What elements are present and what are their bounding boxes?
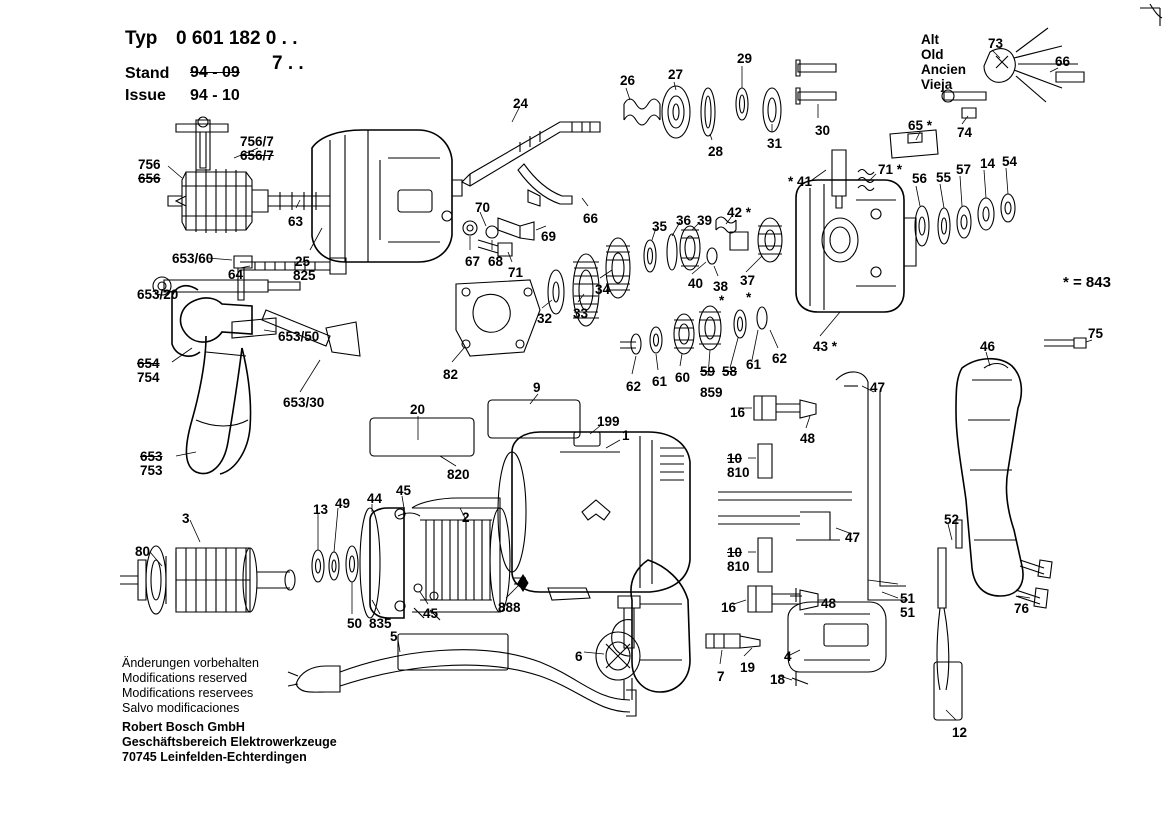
gear-housing: [312, 130, 462, 262]
part-callout: 6: [575, 649, 583, 664]
part-callout: 42 *: [727, 205, 752, 220]
part-callout: 56: [912, 171, 928, 186]
parts-37-42: [707, 217, 782, 264]
part-callout: 13: [313, 502, 329, 517]
part-callout: 753: [140, 463, 163, 478]
part-callout: 38: [713, 279, 729, 294]
part-callout: 63: [288, 214, 304, 229]
spindle-24: [462, 122, 600, 186]
part-callout: 653/50: [278, 329, 320, 344]
part-callout: 10: [727, 451, 743, 466]
switch-6: [596, 596, 640, 700]
part-callout: 27: [668, 67, 684, 82]
small-parts-row: [620, 306, 767, 354]
part-callout: 62: [626, 379, 642, 394]
part-callout: 39: [697, 213, 713, 228]
part-callout: 64: [228, 267, 244, 282]
part-callout: 654: [137, 356, 160, 371]
part-callout: 656: [138, 171, 161, 186]
part-callout: 14: [980, 156, 996, 171]
part-callout: 61: [652, 374, 668, 389]
part-callout: 74: [957, 125, 973, 140]
part-callout: 80: [135, 544, 151, 559]
part-callout: 835: [369, 616, 392, 631]
part-callout: 50: [347, 616, 363, 631]
part-callout: 75: [1088, 326, 1104, 341]
part-callout: 73: [988, 36, 1004, 51]
part-callout: 199: [597, 414, 620, 429]
parts-26-31: [624, 60, 836, 138]
footer-company-0: Robert Bosch GmbH: [122, 720, 245, 734]
part-callout: 49: [335, 496, 351, 511]
star-note: * = 843: [1063, 274, 1111, 291]
part-callout: 810: [727, 465, 750, 480]
part-callout: * 41: [788, 174, 813, 189]
part-callout: 43 *: [813, 339, 838, 354]
issue-value: 94 - 10: [190, 87, 240, 104]
part-callout: 31: [767, 136, 783, 151]
washers-13-50: [312, 546, 358, 582]
legend-ancien: Ancien: [921, 62, 967, 77]
handle-shell-46: [956, 338, 1086, 608]
part-callout: 68: [488, 254, 504, 269]
part-callout: 16: [721, 600, 737, 615]
part-callout: 653/60: [172, 251, 214, 266]
part-callout: 26: [620, 73, 636, 88]
part-callout: 36: [676, 213, 692, 228]
footer-company-1: Geschäftsbereich Elektrowerkzeuge: [122, 735, 337, 749]
part-callout: 756/7: [240, 134, 274, 149]
part-callout: 61: [746, 357, 762, 372]
footer-line-0: Änderungen vorbehalten: [122, 656, 259, 670]
stand-label: Stand: [125, 65, 170, 82]
part-callout: 34: [595, 282, 611, 297]
leader-lines: [150, 50, 1092, 720]
part-callout: 45: [396, 483, 412, 498]
part-callout: 16: [730, 405, 746, 420]
part-callout: 820: [447, 467, 470, 482]
part-callout: 47: [870, 380, 886, 395]
part-callout: 51: [900, 605, 916, 620]
part-callout: 7: [717, 669, 725, 684]
part-callout: 2: [462, 510, 470, 525]
part-callout: 18: [770, 672, 786, 687]
part-callout: 54: [1002, 154, 1018, 169]
part-callout: 5: [390, 629, 398, 644]
typ-label: Typ: [125, 28, 158, 49]
part-callout: 10: [727, 545, 743, 560]
part-callout: 52: [944, 512, 960, 527]
legend-old: Old: [921, 47, 944, 62]
part-callout: 1: [622, 428, 630, 443]
part-callout: 66: [583, 211, 599, 226]
part-callout: 48: [821, 596, 837, 611]
part-callout: 60: [675, 370, 691, 385]
part-callout: 40: [688, 276, 704, 291]
part-callout: 29: [737, 51, 753, 66]
brush-assemblies: [748, 396, 818, 612]
issue-label: Issue: [125, 87, 166, 104]
power-cable: [288, 650, 636, 716]
part-callout: 51: [900, 591, 916, 606]
part-callout: 12: [952, 725, 968, 740]
part-callout: 71 *: [878, 162, 903, 177]
part-callout: 44: [367, 491, 383, 506]
part-callout: 4: [784, 649, 792, 664]
part-callout: 82: [443, 367, 459, 382]
side-handle: [153, 256, 360, 474]
part-callout: 888: [498, 600, 521, 615]
part-callout: 55: [936, 170, 952, 185]
part-callout: *: [746, 290, 752, 305]
part-callout: *: [719, 293, 725, 308]
part-callout: 19: [740, 660, 756, 675]
part-callout: 46: [980, 339, 996, 354]
part-callout: 30: [815, 123, 831, 138]
part-callout: 3: [182, 511, 190, 526]
part-callout: 24: [513, 96, 529, 111]
part-callout: 653/20: [137, 287, 179, 302]
part-callout: 9: [533, 380, 541, 395]
part-callout: 59: [700, 364, 716, 379]
part-callout: 37: [740, 273, 756, 288]
part-callout: 57: [956, 162, 972, 177]
part-callout: 48: [800, 431, 816, 446]
part-callout: 76: [1014, 601, 1030, 616]
part-callout: 70: [475, 200, 491, 215]
typ-value-2: 7 . .: [272, 53, 304, 74]
part-callout: 62: [772, 351, 788, 366]
part-callout: 45: [423, 606, 439, 621]
part-callout: 810: [727, 559, 750, 574]
field-stator: [360, 498, 510, 620]
part-callout: 71: [508, 265, 524, 280]
footer-line-3: Salvo modificaciones: [122, 701, 240, 715]
part-callout: 25: [295, 254, 311, 269]
footer-line-2: Modifications reservees: [122, 686, 254, 700]
part-callout: 20: [410, 402, 426, 417]
part-callout: 859: [700, 385, 723, 400]
plate-82: [456, 280, 540, 356]
part-callout: 653/30: [283, 395, 325, 410]
legend-alt: Alt: [921, 32, 939, 47]
legend-vieja: Vieja: [921, 77, 953, 92]
stand-value-old: 94 - 09: [190, 64, 240, 81]
part-callout: 65 *: [908, 118, 933, 133]
part-callout: 47: [845, 530, 861, 545]
part-callout: 754: [137, 370, 160, 385]
part-callout: 67: [465, 254, 481, 269]
part-callout: 28: [708, 144, 724, 159]
part-callout: 58: [722, 364, 738, 379]
typ-value: 0 601 182 0 . .: [176, 28, 298, 49]
part-callout: 33: [573, 306, 589, 321]
part-callout: 69: [541, 229, 557, 244]
part-callout: 825: [293, 268, 316, 283]
footer-line-1: Modifications reserved: [122, 671, 248, 685]
part-callout: 35: [652, 219, 668, 234]
label-plates: [370, 400, 600, 670]
part-callout: 653: [140, 449, 163, 464]
footer-company-2: 70745 Leinfelden-Echterdingen: [122, 750, 307, 764]
part-callout: 66: [1055, 54, 1071, 69]
part-callout: 656/7: [240, 148, 274, 163]
motor-housing: [498, 432, 690, 692]
part-callout: 756: [138, 157, 161, 172]
part-callout: 32: [537, 311, 553, 326]
gears-32-34: [548, 226, 700, 326]
